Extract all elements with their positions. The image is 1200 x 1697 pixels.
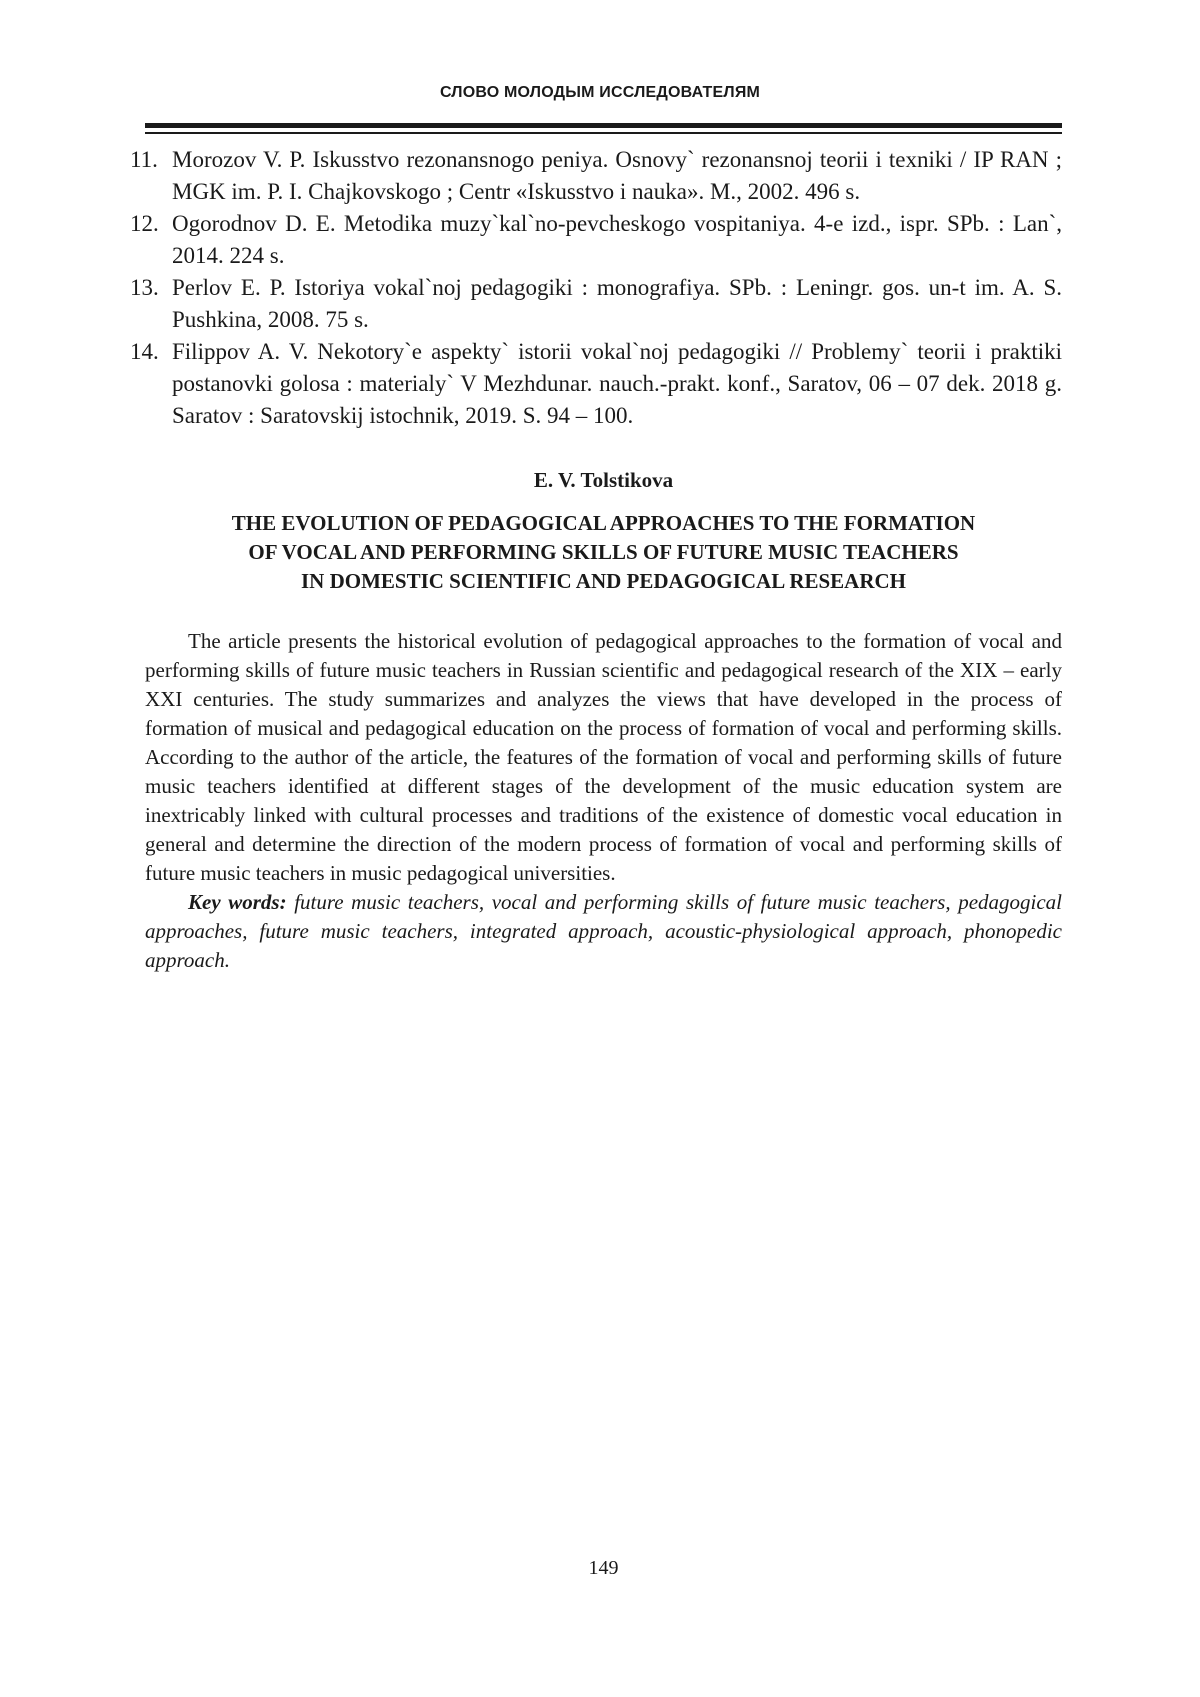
keywords-text: future music teachers, vocal and performing skills of future music teachers, pedagogical approaches, future music teachers, integrated approach, acoustic-physiological approach, phonopedic approach.: [145, 890, 1063, 972]
reference-text: Perlov E. P. Istoriya vokal`noj pedagogiki : monografiya. SPb. : Leningr. gos. un-t im. A. S. Pushkina, 2008. 75 s.: [172, 275, 1062, 332]
reference-item: [130, 336, 1062, 432]
reference-number: 11.: [130, 147, 158, 172]
header-rule-thin: [145, 132, 1062, 134]
keywords-paragraph: [145, 888, 1062, 975]
reference-item: [130, 144, 1062, 208]
abstract-paragraph: The article presents the historical evolution of pedagogical approaches to the formation of vocal and performing skills of future music teachers in Russian scientific and pedagogical research of the XIX – early XXI centuries. The study summarizes and analyzes the views that have developed in the process of formation of musical and pedagogical education on the process of formation of vocal and performing skills. According to the author of the article, the features of the formation of vocal and performing skills of future music teachers identified at different stages of the development of the music education system are inextricably linked with cultural processes and traditions of the existence of domestic vocal education in general and determine the direction of the modern process of formation of vocal and performing skills of future music teachers in music pedagogical universities.: [145, 629, 1062, 885]
article-title: [145, 509, 1062, 596]
page-number: 149: [588, 1557, 619, 1579]
reference-item: [130, 272, 1062, 336]
reference-item: [130, 208, 1062, 272]
keywords-label: Key words:: [188, 890, 287, 914]
reference-text: Ogorodnov D. E. Metodika muzy`kal`no-pevcheskogo vospitaniya. 4-e izd., ispr. SPb. : Lan`, 2014. 224 s.: [172, 211, 1062, 268]
abstract-block: [145, 627, 1062, 975]
running-header: СЛОВО МОЛОДЫМ ИССЛЕДОВАТЕЛЯМ: [439, 84, 761, 101]
header-rule-thick: [145, 123, 1062, 128]
title-line: THE EVOLUTION OF PEDAGOGICAL APPROACHES TO THE FORMATION: [231, 511, 976, 535]
title-line: IN DOMESTIC SCIENTIFIC AND PEDAGOGICAL RESEARCH: [300, 569, 907, 593]
article-author: E. V. Tolstikova: [533, 468, 674, 492]
reference-text: Morozov V. P. Iskusstvo rezonansnogo peniya. Osnovy` rezonansnoj teorii i texniki / IP RAN ; MGK im. P. I. Chajkovskogo ; Centr «Iskusstvo i nauka». M., 2002. 496 s.: [172, 147, 1062, 204]
reference-list: [130, 144, 1062, 432]
reference-text: Filippov A. V. Nekotory`e aspekty` istorii vokal`noj pedagogiki // Problemy` teorii i praktiki postanovki golosa : materialy` V Mezhdunar. nauch.-prakt. konf., Saratov, 06 – 07 dek. 2018 g. Saratov : Saratovskij istochnik, 2019. S. 94 – 100.: [172, 339, 1062, 428]
reference-number: 13.: [130, 275, 159, 300]
reference-number: 12.: [130, 211, 159, 236]
reference-number: 14.: [130, 339, 159, 364]
title-line: OF VOCAL AND PERFORMING SKILLS OF FUTURE MUSIC TEACHERS: [248, 540, 959, 564]
